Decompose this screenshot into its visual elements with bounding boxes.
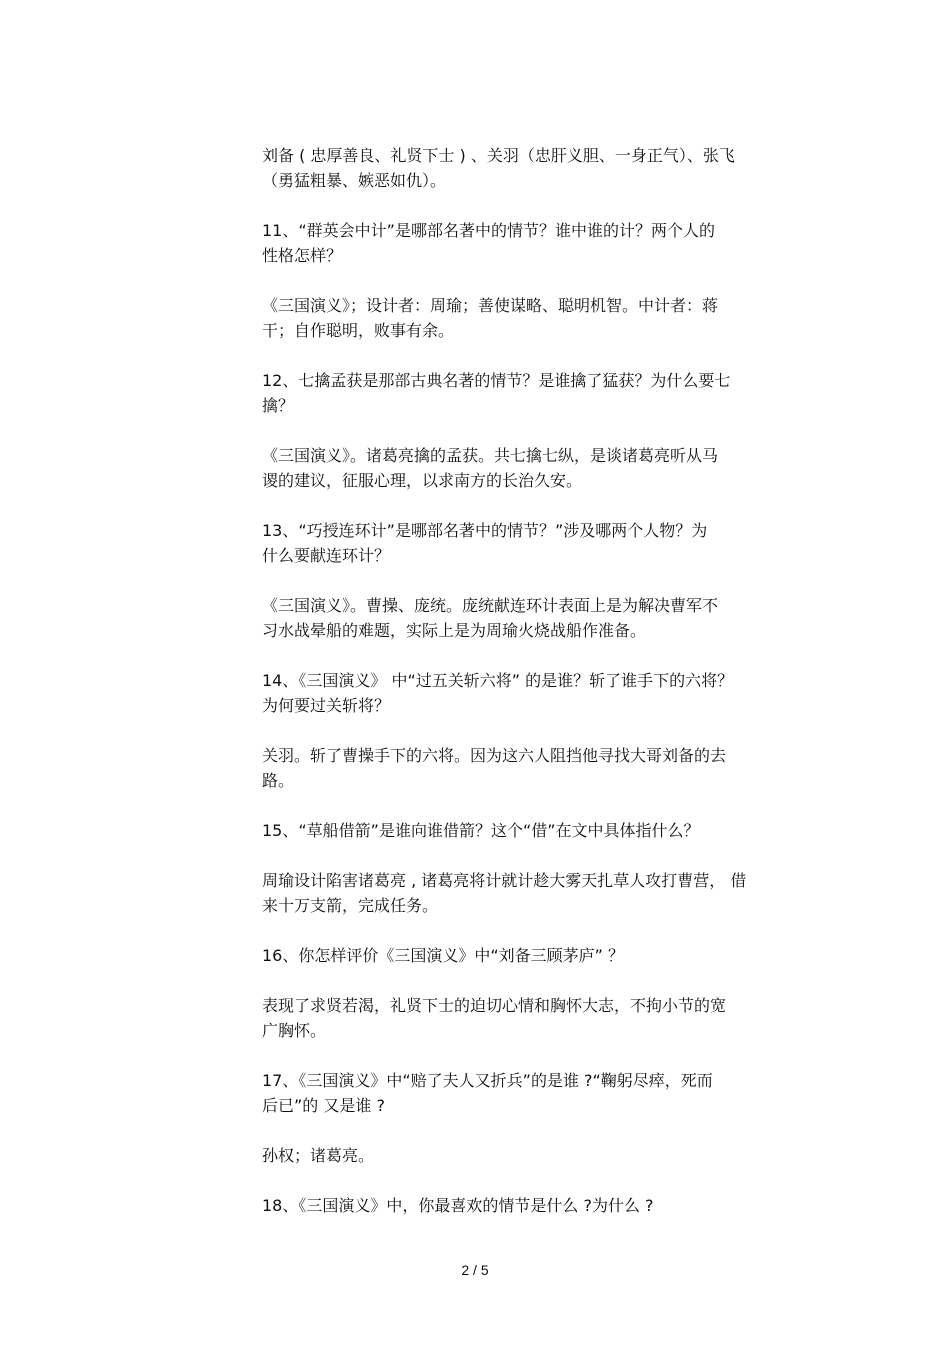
answer-11 (262, 293, 842, 343)
question-18 (262, 1193, 842, 1218)
text-line: 后已”的 又是谁 ? (262, 1096, 385, 1115)
text-line: 周瑜设计陷害诸葛亮 , 诸葛亮将计就计趁大雾天扎草人攻打曹营， 借 (262, 871, 747, 890)
text-line: 13、“巧授连环计”是哪部名著中的情节？”涉及哪两个人物？为 (262, 521, 708, 540)
text-line: 14、《三国演义》 中“过五关斩六将” 的是谁？斩了谁手下的六将？ (262, 671, 734, 690)
question-16 (262, 943, 842, 968)
text-line: 习水战晕船的难题，实际上是为周瑜火烧战船作准备。 (262, 621, 647, 640)
text-line: 17、《三国演义》中“赔了夫人又折兵”的是谁 ?“鞠躬尽瘁，死而 (262, 1071, 713, 1090)
text-line: 11、“群英会中计”是哪部名著中的情节？谁中谁的计？两个人的 (262, 221, 715, 240)
text-line: 《三国演义》。曹操、庞统。庞统献连环计表面上是为解决曹军不 (262, 596, 719, 615)
text-line: 刘备 ( 忠厚善良、礼贤下士 ) 、关羽（忠肝义胆、一身正气）、张飞 (262, 146, 735, 165)
answer-13 (262, 593, 842, 643)
text-line: 《三国演义》。诸葛亮擒的孟获。共七擒七纵，是谈诸葛亮听从马 (262, 446, 719, 465)
text-line: 性格怎样？ (262, 246, 343, 265)
question-14 (262, 668, 842, 718)
answer-15 (262, 868, 842, 918)
answer-17 (262, 1143, 842, 1168)
question-12 (262, 368, 842, 418)
text-line: 12、七擒孟获是那部古典名著的情节？是谁擒了猛获？为什么要七 (262, 371, 731, 390)
text-line: 16、你怎样评价《三国演义》中“刘备三顾茅庐” ？ (262, 946, 625, 965)
question-13 (262, 518, 842, 568)
page-number: 2 / 5 (461, 1262, 489, 1278)
answer-12 (262, 443, 842, 493)
text-line: 18、《三国演义》中，你最喜欢的情节是什么 ?为什么 ? (262, 1196, 654, 1215)
text-line: 谡的建议，征服心理，以求南方的长治久安。 (262, 471, 583, 490)
text-line: 路。 (262, 771, 295, 790)
question-17 (262, 1068, 842, 1118)
text-line: 来十万支箭，完成任务。 (262, 896, 439, 915)
text-line: 广胸怀。 (262, 1021, 327, 1040)
question-11 (262, 218, 842, 268)
text-line: 表现了求贤若渴，礼贤下士的迫切心情和胸怀大志，不拘小节的宽 (262, 996, 727, 1015)
text-line: 孙权；诸葛亮。 (262, 1146, 375, 1165)
text-line: （勇猛粗暴、嫉恶如仇）。 (262, 171, 447, 190)
answer-14 (262, 743, 842, 793)
text-line: 为何要过关斩将？ (262, 696, 391, 715)
text-line: 15、“草船借箭”是谁向谁借箭？这个“借”在文中具体指什么？ (262, 821, 700, 840)
text-line: 《三国演义》；设计者：周瑜；善使谋略、聪明机智。中计者：蒋 (262, 296, 719, 315)
paragraph-character-traits (262, 143, 842, 193)
text-line: 关羽。斩了曹操手下的六将。因为这六人阻挡他寻找大哥刘备的去 (262, 746, 727, 765)
text-line: 什么要献连环计？ (262, 546, 391, 565)
text-line: 干；自作聪明，败事有余。 (262, 321, 455, 340)
text-line: 擒？ (262, 396, 295, 415)
question-15 (262, 818, 842, 843)
answer-16 (262, 993, 842, 1043)
